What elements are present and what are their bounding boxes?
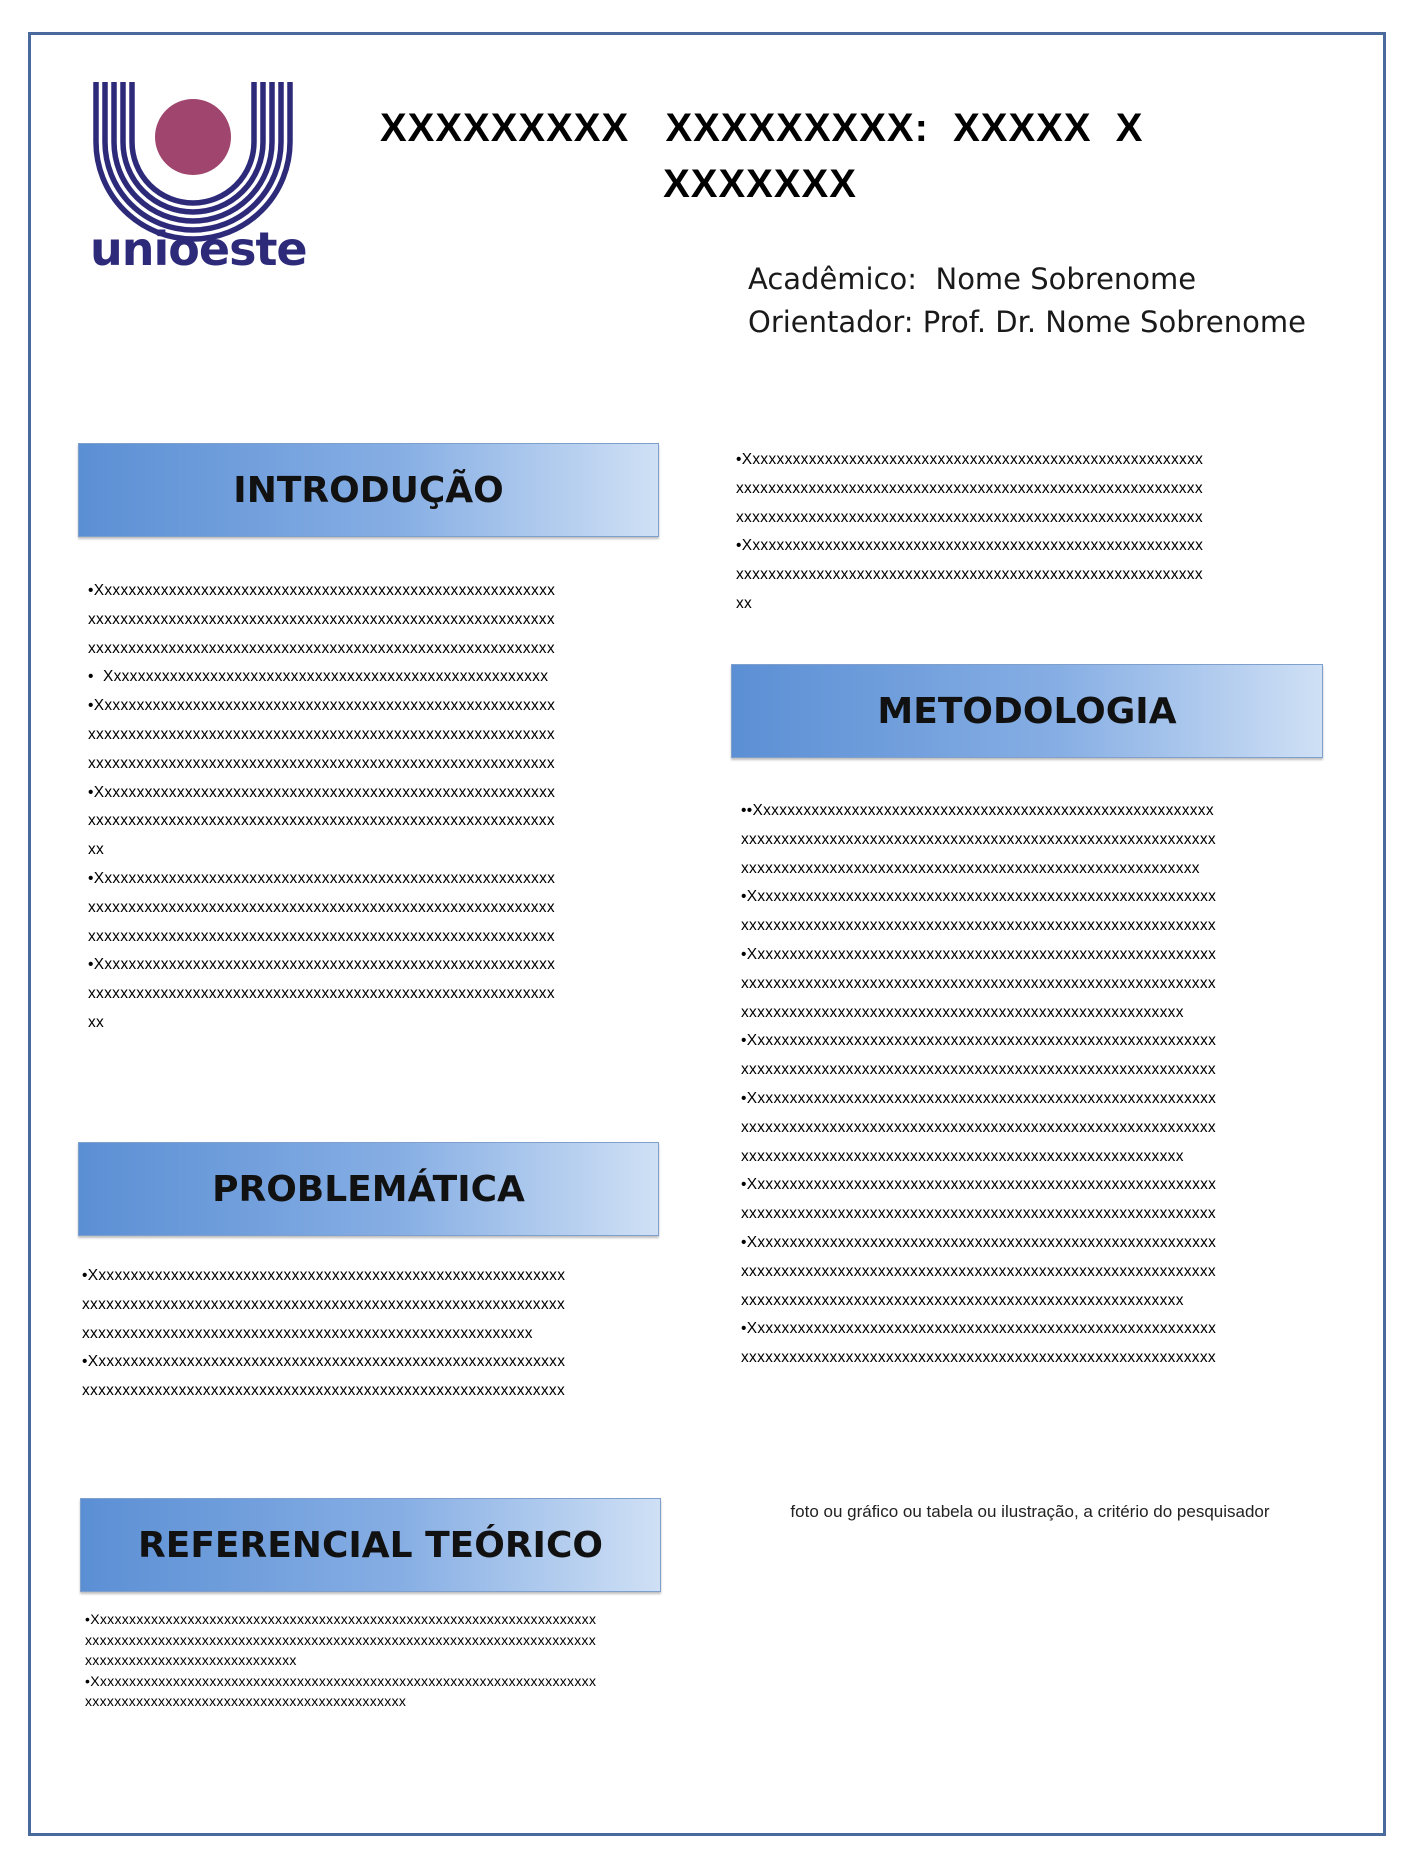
right-top-body xyxy=(736,446,1203,619)
text-line: xxxxxxxxxxxxxxxxxxxxxxxxxxxxxxxxxxxxxxxxxxxxxxxxxxxxxxxxxxx xyxy=(741,1205,1216,1223)
text-line: •Xxxxxxxxxxxxxxxxxxxxxxxxxxxxxxxxxxxxxxxxxxxxxxxxxxxxxxxxxxxxxxxxxxxxx xyxy=(85,1611,597,1627)
text-line: xxxxxxxxxxxxxxxxxxxxxxxxxxxxxxxxxxxxxxxxxxxxxxxxxxxxxxxxxx xyxy=(88,754,555,772)
text-line: •Xxxxxxxxxxxxxxxxxxxxxxxxxxxxxxxxxxxxxxxxxxxxxxxxxxxxxxxxxx xyxy=(741,945,1217,963)
text-line: xxxxxxxxxxxxxxxxxxxxxxxxxxxxxxxxxxxxxxxxxxxxxxxxxxxxxxxxxx xyxy=(736,479,1203,497)
text-line: xxxxxxxxxxxxxxxxxxxxxxxxxxxxx xyxy=(85,1652,297,1668)
referencial-header: REFERENCIAL TEÓRICO xyxy=(80,1498,661,1592)
text-line: xxxxxxxxxxxxxxxxxxxxxxxxxxxxxxxxxxxxxxxxxxxxxxxxxxxxxxxxxxx xyxy=(741,974,1216,992)
text-line: xxxxxxxxxxxxxxxxxxxxxxxxxxxxxxxxxxxxxxxxxxxxxxxxxxxxxxxxxxx xyxy=(741,1349,1216,1367)
text-line: xxxxxxxxxxxxxxxxxxxxxxxxxxxxxxxxxxxxxxxxxxxx xyxy=(85,1693,407,1709)
logo-wordmark: unioeste xyxy=(90,222,307,276)
text-line: •Xxxxxxxxxxxxxxxxxxxxxxxxxxxxxxxxxxxxxxxxxxxxxxxxxxxxxxxxx xyxy=(88,783,556,801)
text-line: xxxxxxxxxxxxxxxxxxxxxxxxxxxxxxxxxxxxxxxxxxxxxxxxxxxxxxxxxxx xyxy=(741,830,1216,848)
text-line: xx xyxy=(736,594,753,612)
text-line: •Xxxxxxxxxxxxxxxxxxxxxxxxxxxxxxxxxxxxxxxxxxxxxxxxxxxxxxxxx xyxy=(88,956,556,974)
text-line: xxxxxxxxxxxxxxxxxxxxxxxxxxxxxxxxxxxxxxxxxxxxxxxxxxxxxxxxxx xyxy=(88,985,555,1003)
figure-placeholder-caption: foto ou gráfico ou tabela ou ilustração, a critério do pesquisador xyxy=(790,1502,1270,1521)
academico-line: Acadêmico: Nome Sobrenome xyxy=(748,262,1197,296)
authors-block xyxy=(748,258,1306,344)
problematica-body xyxy=(82,1262,565,1406)
text-line: xxxxxxxxxxxxxxxxxxxxxxxxxxxxxxxxxxxxxxxxxxxxxxxxxxxxxxxxxx xyxy=(88,898,555,916)
text-line: •Xxxxxxxxxxxxxxxxxxxxxxxxxxxxxxxxxxxxxxxxxxxxxxxxxxxxxxxxx xyxy=(88,697,556,715)
text-line: •Xxxxxxxxxxxxxxxxxxxxxxxxxxxxxxxxxxxxxxxxxxxxxxxxxxxxxxxxxx xyxy=(741,1176,1217,1194)
text-line: •Xxxxxxxxxxxxxxxxxxxxxxxxxxxxxxxxxxxxxxxxxxxxxxxxxxxxxxxxxx xyxy=(741,1233,1217,1251)
text-line: xxxxxxxxxxxxxxxxxxxxxxxxxxxxxxxxxxxxxxxxxxxxxxxxxxxxxxxxxx xyxy=(736,566,1203,584)
text-line: ••Xxxxxxxxxxxxxxxxxxxxxxxxxxxxxxxxxxxxxxxxxxxxxxxxxxxxxxxxx xyxy=(741,802,1214,819)
introducao-body xyxy=(88,577,555,1038)
text-line: xxxxxxxxxxxxxxxxxxxxxxxxxxxxxxxxxxxxxxxxxxxxxxxxxxxxxxxx xyxy=(82,1324,533,1342)
text-line: xxxxxxxxxxxxxxxxxxxxxxxxxxxxxxxxxxxxxxxxxxxxxxxxxxxxxxxxxxx xyxy=(741,1061,1216,1079)
text-line: •Xxxxxxxxxxxxxxxxxxxxxxxxxxxxxxxxxxxxxxxxxxxxxxxxxxxxxxxxx xyxy=(88,582,556,599)
orientador-line: Orientador: Prof. Dr. Nome Sobrenome xyxy=(748,305,1306,339)
text-line: xxxxxxxxxxxxxxxxxxxxxxxxxxxxxxxxxxxxxxxxxxxxxxxxxxxxxxxxx xyxy=(741,859,1200,877)
text-line: xxxxxxxxxxxxxxxxxxxxxxxxxxxxxxxxxxxxxxxxxxxxxxxxxxxxxxxxxxxxxxxxxxxxxx xyxy=(85,1631,596,1648)
text-line: •Xxxxxxxxxxxxxxxxxxxxxxxxxxxxxxxxxxxxxxxxxxxxxxxxxxxxxxxxx xyxy=(736,451,1204,468)
metodologia-body xyxy=(741,797,1216,1373)
text-line: xxxxxxxxxxxxxxxxxxxxxxxxxxxxxxxxxxxxxxxxxxxxxxxxxxxxxxx xyxy=(741,1291,1184,1309)
text-line: •Xxxxxxxxxxxxxxxxxxxxxxxxxxxxxxxxxxxxxxxxxxxxxxxxxxxxxxxxx xyxy=(88,869,556,887)
text-line: xxxxxxxxxxxxxxxxxxxxxxxxxxxxxxxxxxxxxxxxxxxxxxxxxxxxxxxxxx xyxy=(88,639,555,657)
text-line: •Xxxxxxxxxxxxxxxxxxxxxxxxxxxxxxxxxxxxxxxxxxxxxxxxxxxxxxxxxx xyxy=(741,1032,1217,1050)
text-line: xxxxxxxxxxxxxxxxxxxxxxxxxxxxxxxxxxxxxxxxxxxxxxxxxxxxxxxxxx xyxy=(88,725,555,743)
text-line: •Xxxxxxxxxxxxxxxxxxxxxxxxxxxxxxxxxxxxxxxxxxxxxxxxxxxxxxxxx xyxy=(736,537,1204,555)
text-line: xxxxxxxxxxxxxxxxxxxxxxxxxxxxxxxxxxxxxxxxxxxxxxxxxxxxxxxxxxx xyxy=(741,917,1216,935)
text-line: • Xxxxxxxxxxxxxxxxxxxxxxxxxxxxxxxxxxxxxxxxxxxxxxxxxxxxxxx xyxy=(88,668,549,686)
title-line-2: XXXXXXX xyxy=(663,162,857,206)
title-line-1: XXXXXXXXX XXXXXXXXX: XXXXX X xyxy=(380,106,1144,150)
text-line: xxxxxxxxxxxxxxxxxxxxxxxxxxxxxxxxxxxxxxxxxxxxxxxxxxxxxxxxxxx xyxy=(741,1118,1216,1136)
text-line: xxxxxxxxxxxxxxxxxxxxxxxxxxxxxxxxxxxxxxxxxxxxxxxxxxxxxxxxxx xyxy=(736,508,1203,526)
metodologia-header: METODOLOGIA xyxy=(731,664,1323,758)
text-line: •Xxxxxxxxxxxxxxxxxxxxxxxxxxxxxxxxxxxxxxxxxxxxxxxxxxxxxxxxxx xyxy=(741,888,1217,906)
text-line: xxxxxxxxxxxxxxxxxxxxxxxxxxxxxxxxxxxxxxxxxxxxxxxxxxxxxxxxxxx xyxy=(741,1262,1216,1280)
text-line: xxxxxxxxxxxxxxxxxxxxxxxxxxxxxxxxxxxxxxxxxxxxxxxxxxxxxxx xyxy=(741,1003,1184,1021)
text-line: xxxxxxxxxxxxxxxxxxxxxxxxxxxxxxxxxxxxxxxxxxxxxxxxxxxxxxxxxx xyxy=(88,812,555,830)
poster-title xyxy=(380,100,1144,212)
text-line: •Xxxxxxxxxxxxxxxxxxxxxxxxxxxxxxxxxxxxxxxxxxxxxxxxxxxxxxxxxxx xyxy=(82,1353,566,1371)
text-line: xx xyxy=(88,841,105,859)
text-line: xxxxxxxxxxxxxxxxxxxxxxxxxxxxxxxxxxxxxxxxxxxxxxxxxxxxxxx xyxy=(741,1147,1184,1165)
text-line: •Xxxxxxxxxxxxxxxxxxxxxxxxxxxxxxxxxxxxxxxxxxxxxxxxxxxxxxxxxxx xyxy=(82,1267,566,1284)
introducao-header: INTRODUÇÃO xyxy=(78,443,659,537)
text-line: •Xxxxxxxxxxxxxxxxxxxxxxxxxxxxxxxxxxxxxxxxxxxxxxxxxxxxxxxxxx xyxy=(741,1320,1217,1338)
referencial-body xyxy=(85,1609,596,1712)
text-line: xxxxxxxxxxxxxxxxxxxxxxxxxxxxxxxxxxxxxxxxxxxxxxxxxxxxxxxxxx xyxy=(88,927,555,945)
text-line: xxxxxxxxxxxxxxxxxxxxxxxxxxxxxxxxxxxxxxxxxxxxxxxxxxxxxxxxxx xyxy=(88,610,555,628)
text-line: •Xxxxxxxxxxxxxxxxxxxxxxxxxxxxxxxxxxxxxxxxxxxxxxxxxxxxxxxxxxxxxxxxxxxxx xyxy=(85,1672,597,1689)
text-line: xx xyxy=(88,1013,105,1031)
text-line: xxxxxxxxxxxxxxxxxxxxxxxxxxxxxxxxxxxxxxxxxxxxxxxxxxxxxxxxxxxx xyxy=(82,1295,565,1313)
problematica-header: PROBLEMÁTICA xyxy=(78,1142,659,1236)
text-line: •Xxxxxxxxxxxxxxxxxxxxxxxxxxxxxxxxxxxxxxxxxxxxxxxxxxxxxxxxxx xyxy=(741,1089,1217,1107)
text-line: xxxxxxxxxxxxxxxxxxxxxxxxxxxxxxxxxxxxxxxxxxxxxxxxxxxxxxxxxxxx xyxy=(82,1382,565,1400)
